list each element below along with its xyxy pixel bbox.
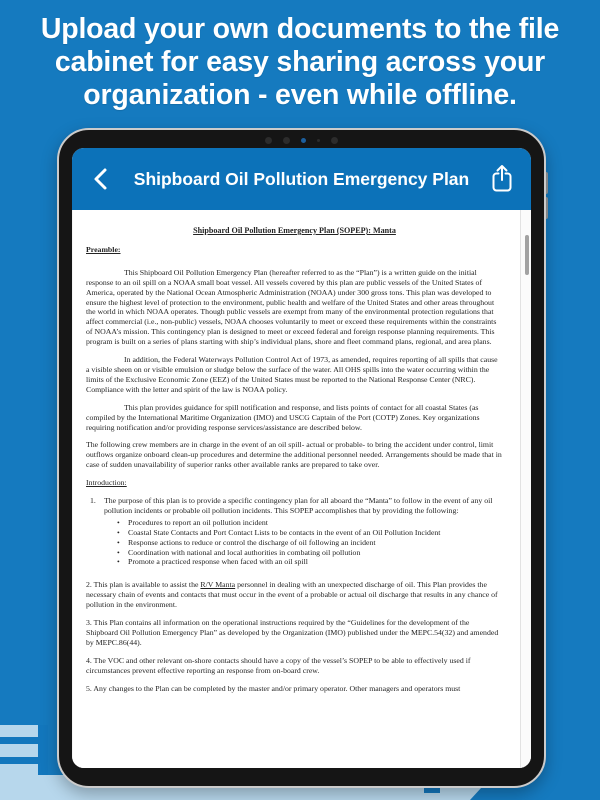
numbered-item-2 <box>86 580 503 610</box>
sensor-dot <box>331 137 338 144</box>
bullet-list <box>86 518 503 568</box>
share-icon <box>490 164 514 194</box>
document-page <box>73 210 521 768</box>
bullet-item: • Coastal State Contacts and Port Contact Lists to be contacts in the event of an Oil Pollution Incident <box>86 528 503 538</box>
document-title: Shipboard Oil Pollution Emergency Plan (SOPEP): Manta <box>193 226 396 235</box>
scrollbar-track[interactable] <box>521 210 531 768</box>
vessel-name-link: R/V Manta <box>200 580 236 590</box>
share-button[interactable] <box>487 162 517 196</box>
paragraph: In addition, the Federal Waterways Pollution Control Act of 1973, as amended, requires reporting of all spills that cause a visible sheen on or visible emulsion or sludge below the surface of the water. All OHS spills into the water occurring within the limits of the Exclusive Economic Zone (EEZ) of the United States must be reported to the National Response Center (NRC). Compliance with the letter and spirit of the law is NOAA policy. <box>86 355 498 394</box>
chevron-left-icon <box>91 167 111 191</box>
banner-line-3: organization - even while offline. <box>83 79 517 111</box>
preamble-heading: Preamble: <box>86 244 121 254</box>
item-text: personnel in dealing with an unexpected discharge of oil. This Plan provides the necessary chain of events and contacts that must occur in the event of a probable or actual oil discharge that results in any chance of pollution in the environment. <box>86 580 498 610</box>
numbered-item-5: 5. Any changes to the Plan can be completed by the master and/or primary operator. Other managers and operators must <box>86 683 461 693</box>
page-title: Shipboard Oil Pollution Emergency Plan <box>133 168 470 189</box>
paragraph: This plan provides guidance for spill notification and response, and lists points of contact for all coastal States (as compiled by the International Maritime Organization (IMO) and USCG Captain of the Port (COTP) Zones. Key organizations requiring notification and/or providing response services/assistance are described below. <box>86 402 480 432</box>
tablet-frame <box>57 128 546 788</box>
item-number: 1. <box>90 496 96 506</box>
item-text: 2. This plan is available to assist the <box>86 580 201 590</box>
back-button[interactable] <box>86 164 116 194</box>
tablet-camera-array <box>59 136 544 144</box>
scrollbar-thumb[interactable] <box>525 235 529 275</box>
item-text: The purpose of this plan is to provide a specific contingency plan for all aboard the “Manta” to follow in the event of any oil pollution incidents or probable oil pollution incidents. This SOPEP accomplishes that by providing the following: <box>104 496 493 515</box>
bullet-item: • Procedures to report an oil pollution incident <box>86 518 503 528</box>
paragraph: The following crew members are in charge in the event of an oil spill- actual or probable- to bring the accident under control, limit outflows organize onboard clean-up procedures and determine the additional personnel needed. Arrangements should be made that in case of sudden unavailability of superior ranks other available ranks are prepared to take over. <box>86 440 502 470</box>
bullet-item: • Response actions to reduce or control the discharge of oil following an incident <box>86 538 503 548</box>
marketing-banner <box>0 13 600 112</box>
numbered-item-3: 3. This Plan contains all information on the operational instructions required by the “Guidelines for the development of the Shipboard Oil Pollution Emergency Plan” as developed by the Organization (IMO) published under the MEPC.54(32) and amended by MEPC.86(44). <box>86 618 499 647</box>
sensor-dot <box>283 137 290 144</box>
camera-dot <box>301 138 306 143</box>
numbered-item-4: 4. The VOC and other relevant on-shore contacts should have a copy of the vessel’s SOPEP to be able to effectively used if circumstances prevent effective reporting an response from on-board crew. <box>86 655 471 675</box>
sensor-dot <box>317 139 320 142</box>
banner-line-1: Upload your own documents to the file <box>40 13 560 45</box>
app-header <box>72 148 531 210</box>
bullet-item: • Coordination with national and local authorities in combating oil pollution <box>86 548 503 558</box>
bullet-item: • Promote a practiced response when faced with an oil spill <box>86 557 503 567</box>
background-decor-bar <box>38 725 48 775</box>
tablet-screen <box>72 148 531 768</box>
paragraph: This Shipboard Oil Pollution Emergency Plan (hereafter referred to as the “Plan”) is a written guide on the initial response to an oil spill on a NOAA small boat vessel. All vessels covered by this plan are public vessels of the United States of America, operated by the National Ocean Atmospheric Administration (NOAA) under 300 gross tons. This plan was developed to ensure the highest level of protection to the environment, public health and welfare of the United States and other areas throughout the world in which NOAA operates. Though public vessels are exempt from many of the environmental protection regulations that affect commercial (i.e., non-public) vessels, NOAA chooses voluntarily to meet or exceed these requirements within the constraints of NOAA’s mission. This contingency plan is designed to meet or exceed federal and foreign response planning requirements. This program is built on a series of plans starting with ship’s individual plans, shore and fleet command plans, regional, and area plans. <box>86 267 497 347</box>
sensor-dot <box>265 137 272 144</box>
document-viewer[interactable] <box>72 210 531 768</box>
banner-line-2: cabinet for easy sharing across your <box>54 46 546 78</box>
numbered-item-1 <box>86 496 503 516</box>
introduction-heading: Introduction: <box>86 478 127 488</box>
